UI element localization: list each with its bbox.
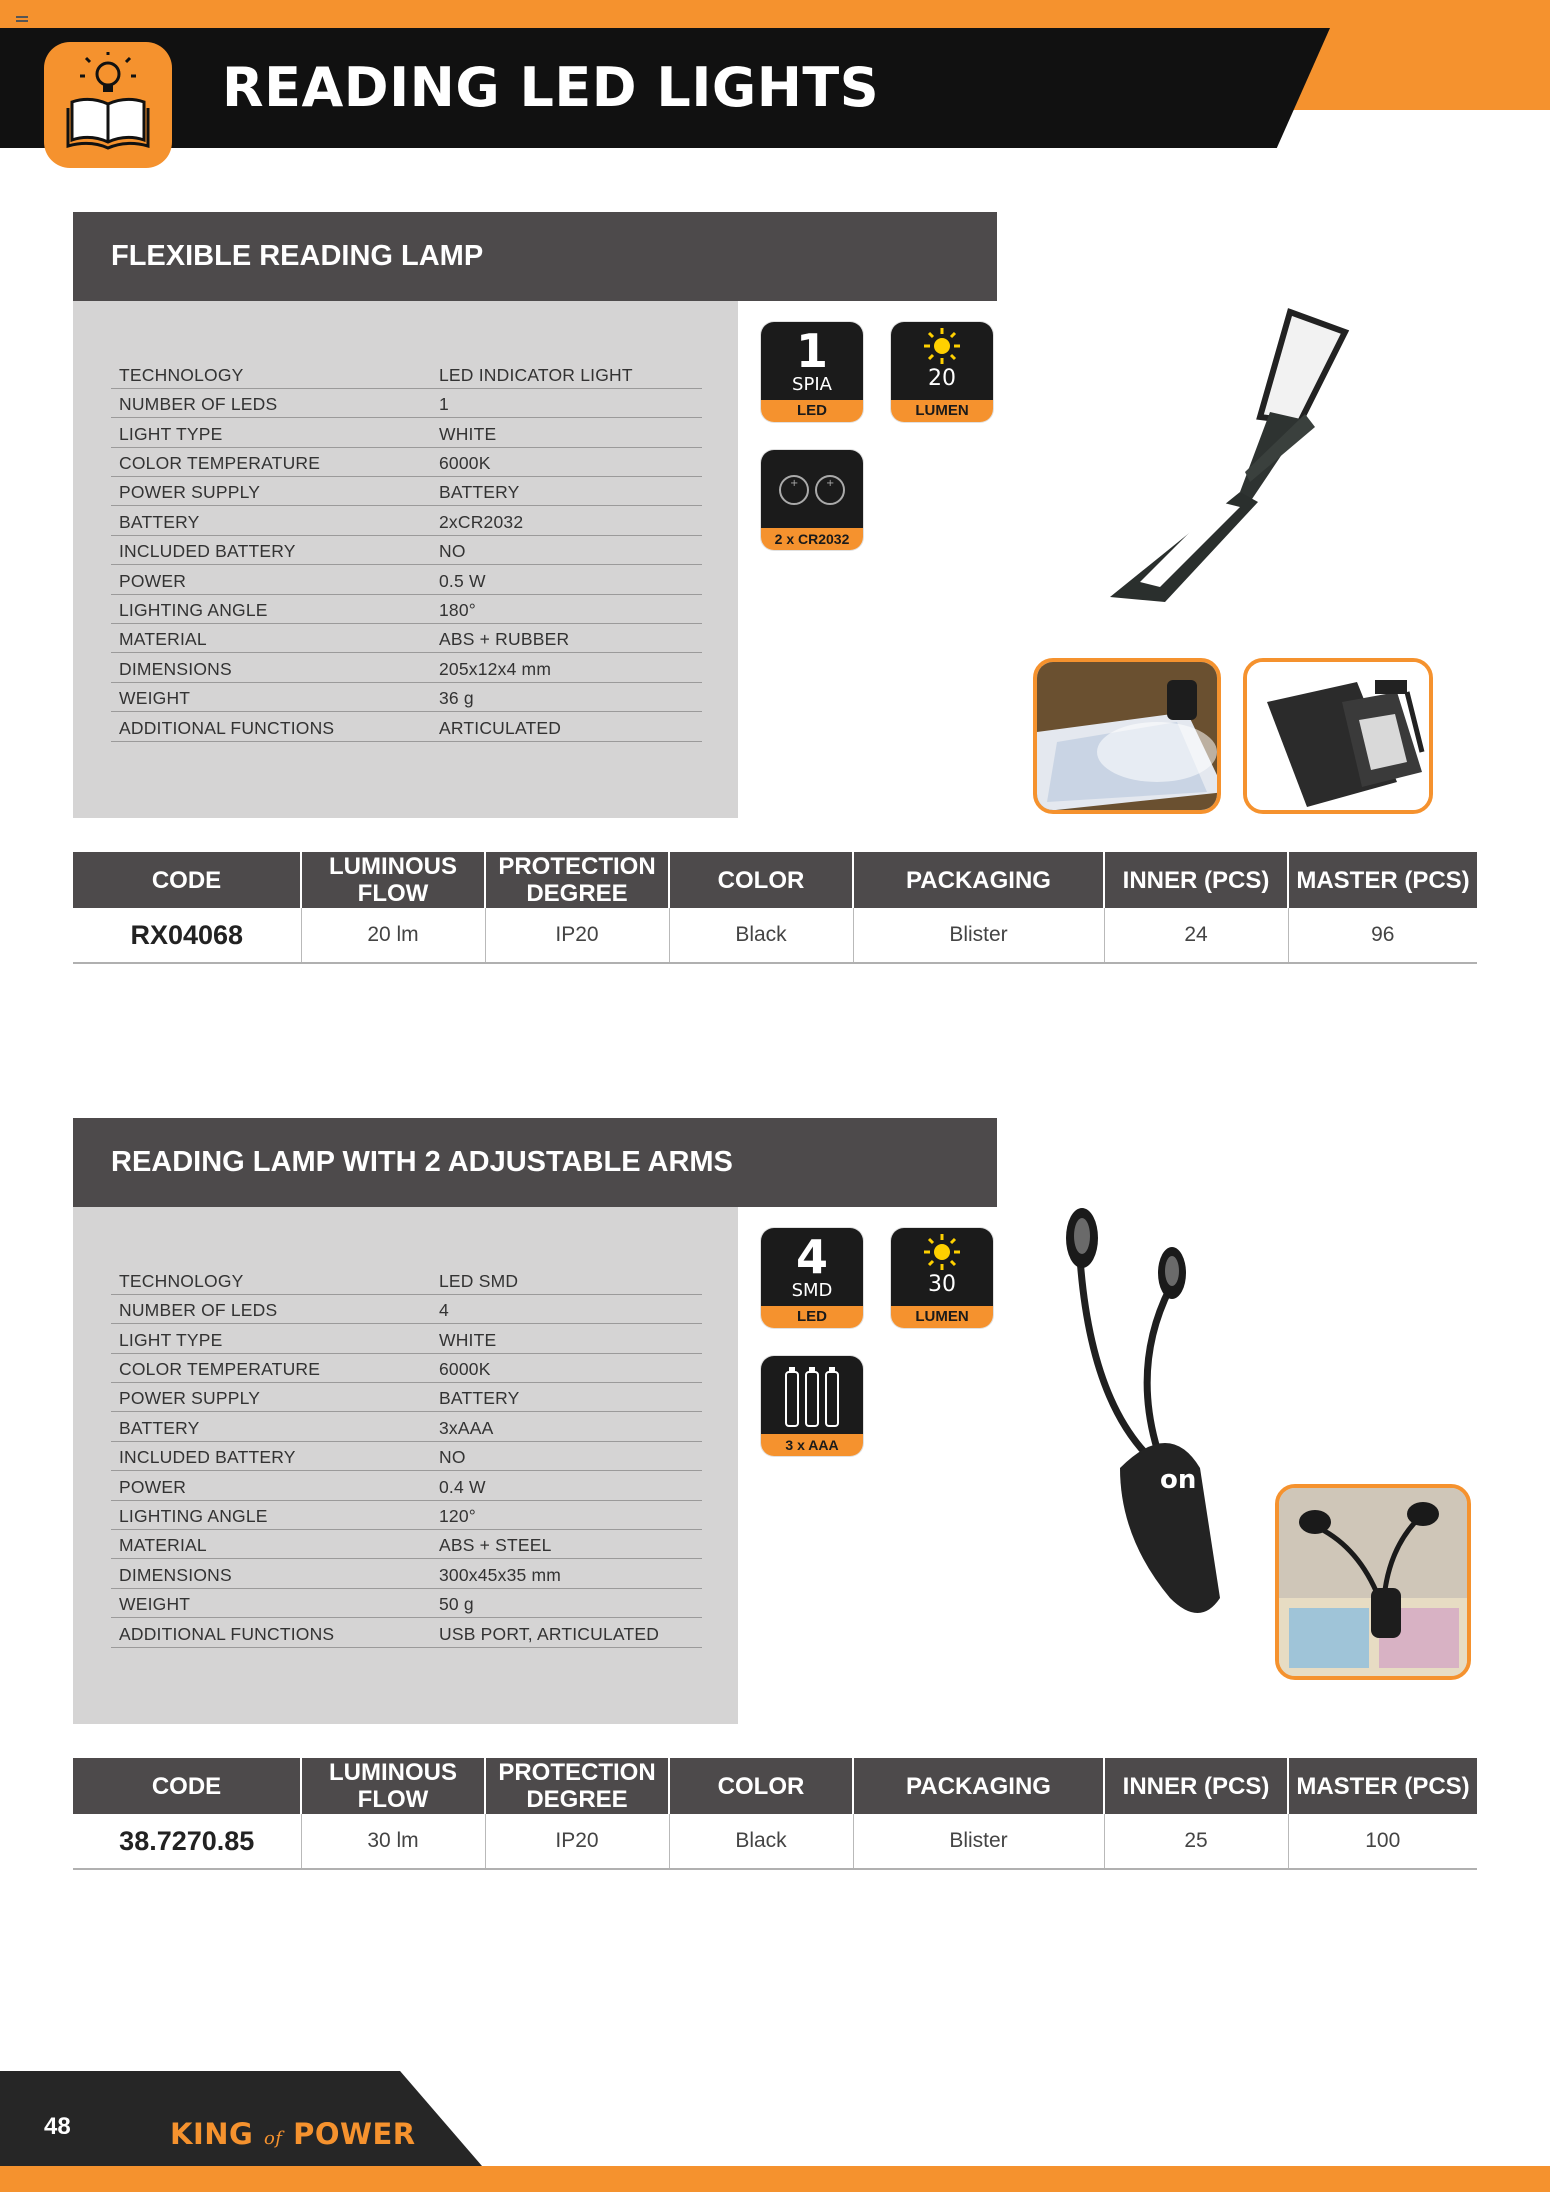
spec-row [111,1412,702,1441]
spec-label: ADDITIONAL FUNCTIONS [111,1618,431,1647]
column-header: INNER (PCS) [1104,852,1288,908]
spec-label: MATERIAL [111,624,431,653]
column-header: COLOR [669,852,853,908]
table-cell: 25 [1104,1814,1288,1869]
spec-value: 205x12x4 mm [431,653,702,682]
spec-row [111,1294,702,1323]
spec-row [111,624,702,653]
column-header: CODE [73,1758,301,1814]
column-header: MASTER (PCS) [1288,852,1477,908]
spec-value: 2xCR2032 [431,506,702,535]
led-label: LED [761,1306,863,1328]
spec-row [111,682,702,711]
spec-value: WHITE [431,418,702,447]
column-header: PROTECTION DEGREE [485,852,669,908]
spec-label: WEIGHT [111,682,431,711]
spec-value: 1 [431,388,702,417]
battery-badge [761,1356,863,1456]
code-table-header [73,1758,1477,1814]
spec-label: BATTERY [111,1412,431,1441]
spec-value: BATTERY [431,1383,702,1412]
spec-label: NUMBER OF LEDS [111,1294,431,1323]
spec-value: 0.5 W [431,565,702,594]
table-cell: Black [669,908,853,963]
spec-row [111,712,702,741]
led-count-badge [761,322,863,422]
product-code: 38.7270.85 [73,1814,301,1869]
spec-value: 3xAAA [431,1412,702,1441]
spec-value: 36 g [431,682,702,711]
table-cell: IP20 [485,908,669,963]
column-header: MASTER (PCS) [1288,1758,1477,1814]
spec-label: COLOR TEMPERATURE [111,447,431,476]
table-row [73,908,1477,963]
spec-label: INCLUDED BATTERY [111,1441,431,1470]
column-header: CODE [73,852,301,908]
led-count-badge [761,1228,863,1328]
spec-table [111,1265,702,1648]
spec-row [111,447,702,476]
spec-value: LED SMD [431,1265,702,1294]
table-cell: Blister [853,908,1104,963]
spec-value: LED INDICATOR LIGHT [431,359,702,388]
spec-label: LIGHTING ANGLE [111,594,431,623]
aaa-battery-icon [782,1364,842,1428]
spec-value: 4 [431,1294,702,1323]
spec-value: 6000K [431,447,702,476]
table-cell: 24 [1104,908,1288,963]
spec-label: POWER SUPPLY [111,477,431,506]
spec-label: LIGHT TYPE [111,1324,431,1353]
page-number: 48 [44,2113,71,2140]
brand-of: of [263,2128,283,2149]
spec-label: ADDITIONAL FUNCTIONS [111,712,431,741]
product-title: FLEXIBLE READING LAMP [73,212,997,301]
spec-value: ABS + STEEL [431,1530,702,1559]
led-type: SPIA [792,374,832,395]
column-header: PROTECTION DEGREE [485,1758,669,1814]
corner-mark [16,16,28,22]
spec-value: NO [431,535,702,564]
spec-value: 50 g [431,1588,702,1617]
spec-row [111,1588,702,1617]
spec-row [111,1559,702,1588]
spec-row [111,1618,702,1647]
lumen-badge [891,1228,993,1328]
spec-row [111,535,702,564]
table-cell: IP20 [485,1814,669,1869]
product-title: READING LAMP WITH 2 ADJUSTABLE ARMS [73,1118,997,1207]
column-header: COLOR [669,1758,853,1814]
column-header: PACKAGING [853,852,1104,908]
lumen-label: LUMEN [891,400,993,422]
spec-row [111,1471,702,1500]
column-header: LUMINOUS FLOW [301,1758,485,1814]
sun-icon [922,1232,962,1272]
spec-value: USB PORT, ARTICULATED [431,1618,702,1647]
spec-value: BATTERY [431,477,702,506]
product-code-table [73,852,1477,964]
spec-label: WEIGHT [111,1588,431,1617]
spec-label: DIMENSIONS [111,1559,431,1588]
spec-value: 120° [431,1500,702,1529]
table-cell: Blister [853,1814,1104,1869]
column-header: LUMINOUS FLOW [301,852,485,908]
spec-label: POWER [111,1471,431,1500]
column-header: INNER (PCS) [1104,1758,1288,1814]
spec-panel [73,1207,738,1724]
product-code: RX04068 [73,908,301,963]
lumen-badge [891,322,993,422]
table-cell: 100 [1288,1814,1477,1869]
battery-label: 2 x CR2032 [761,528,863,550]
lumen-value: 30 [928,1272,956,1297]
spec-row [111,1265,702,1294]
spec-label: MATERIAL [111,1530,431,1559]
footer-orange-band [0,2166,1550,2192]
spec-label: POWER SUPPLY [111,1383,431,1412]
spec-row [111,388,702,417]
spec-value: 0.4 W [431,1471,702,1500]
battery-label: 3 x AAA [761,1434,863,1456]
spec-value: NO [431,1441,702,1470]
spec-row [111,1441,702,1470]
brand-king: KING [170,2117,254,2151]
book-lit-thumbnail [1033,658,1221,814]
spec-value: WHITE [431,1324,702,1353]
spec-value: 300x45x35 mm [431,1559,702,1588]
column-header: PACKAGING [853,1758,1104,1814]
table-row [73,1814,1477,1869]
spec-value: ABS + RUBBER [431,624,702,653]
spec-row [111,1383,702,1412]
battery-badge [761,450,863,550]
spec-row [111,477,702,506]
spec-label: NUMBER OF LEDS [111,388,431,417]
book-lightbulb-icon [66,52,150,156]
sun-icon [922,326,962,366]
spec-row [111,1530,702,1559]
spec-value: 180° [431,594,702,623]
table-cell: 20 lm [301,908,485,963]
svg-text:+: + [826,478,835,489]
spec-row [111,1324,702,1353]
spec-label: COLOR TEMPERATURE [111,1353,431,1382]
spec-label: LIGHTING ANGLE [111,1500,431,1529]
spec-row [111,594,702,623]
svg-text:+: + [790,478,799,489]
flexible-lamp-product-image [1100,302,1360,622]
lumen-label: LUMEN [891,1306,993,1328]
spec-label: LIGHT TYPE [111,418,431,447]
spec-row [111,653,702,682]
lamp-in-use-thumbnail [1275,1484,1471,1680]
spec-value: ARTICULATED [431,712,702,741]
spec-panel [73,301,738,818]
table-cell: 30 lm [301,1814,485,1869]
coin-battery-icon [776,470,848,510]
code-table-header [73,852,1477,908]
spec-row [111,565,702,594]
two-arm-lamp-product-image [1050,1198,1290,1638]
spec-label: DIMENSIONS [111,653,431,682]
led-label: LED [761,400,863,422]
brand-power: POWER [293,2117,416,2151]
table-cell: 96 [1288,908,1477,963]
page-title: READING LED LIGHTS [222,56,880,119]
spec-row [111,418,702,447]
spec-value: 6000K [431,1353,702,1382]
lumen-value: 20 [928,366,956,391]
spec-row [111,1353,702,1382]
spec-row [111,1500,702,1529]
brand-logo [170,2117,416,2151]
spec-row [111,359,702,388]
ereader-thumbnail [1243,658,1433,814]
spec-label: INCLUDED BATTERY [111,535,431,564]
spec-row [111,506,702,535]
spec-label: BATTERY [111,506,431,535]
spec-table [111,359,702,742]
led-type: SMD [791,1280,833,1301]
table-cell: Black [669,1814,853,1869]
spec-label: TECHNOLOGY [111,1265,431,1294]
spec-label: POWER [111,565,431,594]
spec-label: TECHNOLOGY [111,359,431,388]
category-badge [44,42,172,168]
led-count: 1 [795,324,828,378]
product-code-table [73,1758,1477,1870]
led-count: 4 [795,1230,828,1284]
svg-text:on: on [1160,1465,1197,1495]
